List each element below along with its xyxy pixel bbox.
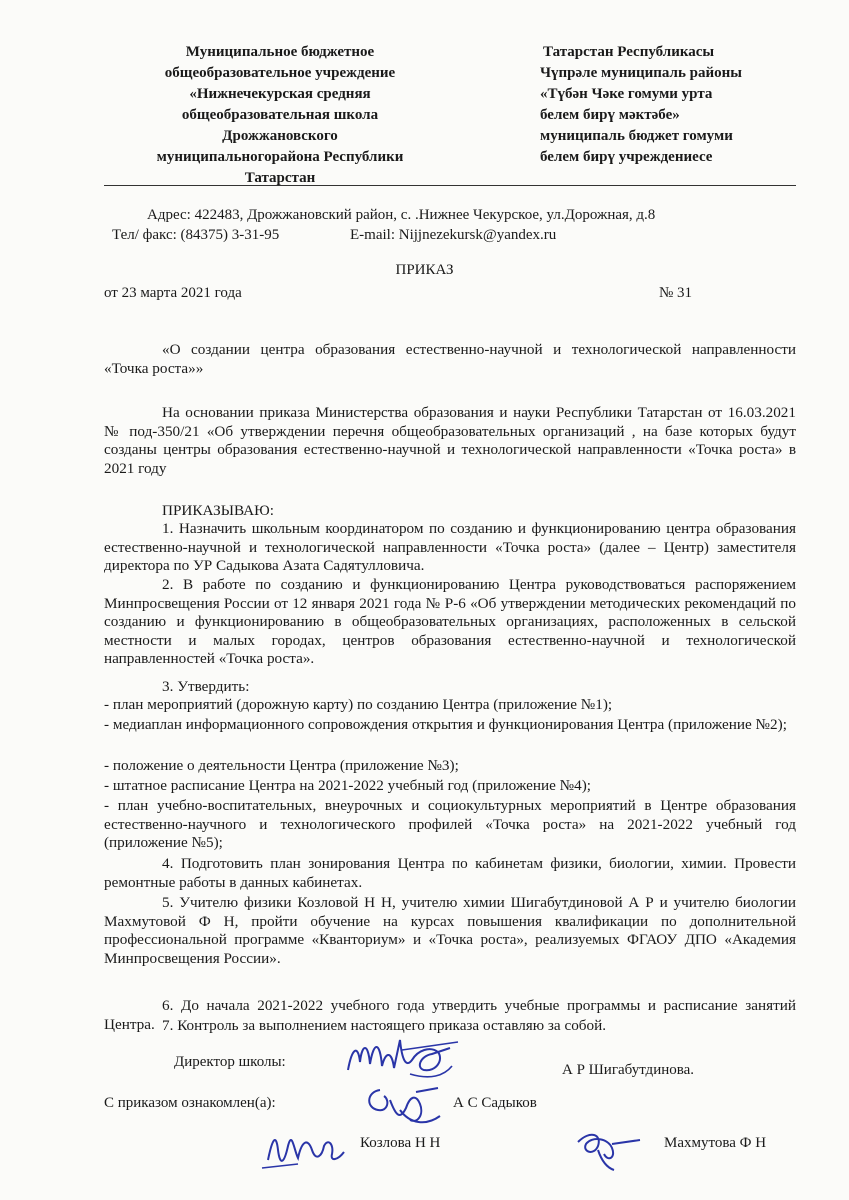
header-divider — [104, 185, 796, 186]
makhmutova-signature — [568, 1122, 648, 1172]
header-right-line: «Түбән Чәке гомуми урта — [540, 86, 713, 102]
header-left-line: муниципальногорайона Республики — [156, 149, 404, 165]
order-item-3-bullet: - штатное расписание Центра на 2021-2022 учебный год (приложение №4); — [104, 777, 592, 794]
header-right-line: белем бирү мәктәбе» — [540, 107, 680, 123]
order-item-3-heading: 3. Утвердить: — [162, 678, 250, 695]
header-left-line: Татарстан — [244, 170, 316, 186]
kozlova-signature — [258, 1120, 348, 1175]
order-item-4: 4. Подготовить план зонирования Центра по кабинетам физики, биологии, химии. Провести ремонтные работы в данных кабинетах. — [104, 855, 796, 891]
header-left-line: общеобразовательное учреждение — [164, 65, 396, 81]
header-left-line: Муниципальное бюджетное — [185, 44, 375, 60]
document-title: ПРИКАЗ — [395, 262, 454, 278]
acknowledger-kozlova: Козлова Н Н — [360, 1135, 441, 1151]
header-left-line: Дрожжановского — [222, 128, 338, 144]
order-item-6: 6. До начала 2021-2022 учебного года утвердить учебные программы и расписание занятий Центра. — [104, 997, 796, 1033]
email-line: E-mail: Nijjnezekursk@yandex.ru — [350, 227, 557, 243]
header-right-line: Татарстан Республикасы — [543, 44, 715, 60]
order-basis: На основании приказа Министерства образования и науки Республики Татарстан от 16.03.2021 № под-350/21 «Об утверждении перечня общеобразовательных организаций , на базе которых будут созданы центры образования естественно-научной и технологической направленности «Точка роста» в 2021 году — [104, 404, 796, 477]
order-item-3-bullet: - план учебно-воспитательных, внеурочных и социокультурных мероприятий в Центре образования естественно-научного и технологического профилей «Точка роста» на 2021-2022 учебный год (приложение №5); — [104, 797, 796, 851]
order-number: № 31 — [659, 285, 693, 301]
header-left-line: «Нижнечекурская средняя — [189, 86, 371, 102]
order-item-5: 5. Учителю физики Козловой Н Н, учителю химии Шигабутдиновой А Р и учителю биологии Махмутовой Ф Н, пройти обучение на курсах повышения квалификации по дополнительной профессиональной программе «Кванториум» и «Точка роста», реализуемых ФГАОУ ДПО «Академия Минпросвещения России». — [104, 894, 796, 967]
header-right-line: Чүпрәле муниципаль районы — [540, 65, 742, 81]
header-left-line: общеобразовательная школа — [181, 107, 379, 123]
acknowledger-makhmutova: Махмутова Ф Н — [664, 1135, 767, 1151]
acknowledgment-label: С приказом ознакомлен(а): — [104, 1095, 276, 1111]
address-line: Адрес: 422483, Дрожжановский район, с. .Нижнее Чекурское, ул.Дорожная, д.8 — [147, 207, 656, 223]
order-item-7: 7. Контроль за выполнением настоящего приказа оставляю за собой. — [162, 1017, 607, 1034]
order-directive: ПРИКАЗЫВАЮ: — [162, 502, 274, 519]
order-item-3-bullet: - медиаплан информационного сопровождения открытия и функционирования Центра (приложение №2); — [104, 716, 787, 733]
director-label: Директор школы: — [174, 1054, 286, 1070]
header-right-line: муниципаль бюджет гомуми — [540, 128, 733, 144]
order-item-1: 1. Назначить школьным координатором по созданию и функционированию центра образования естественно-научной и технологической направленности «Точка роста» (далее – Центр) заместителя директора по УР Садыкова Азата Садятулловича. — [104, 520, 796, 574]
header-right-line: белем бирү учреждениесе — [540, 149, 713, 165]
phone-line: Тел/ факс: (84375) 3-31-95 — [112, 227, 280, 243]
order-item-3-bullet: - план мероприятий (дорожную карту) по созданию Центра (приложение №1); — [104, 696, 613, 713]
header-right-block — [540, 42, 820, 168]
director-name: А Р Шигабутдинова. — [562, 1062, 695, 1078]
header-left-block — [120, 42, 440, 189]
acknowledger-sadykov: А С Садыков — [453, 1095, 537, 1111]
order-subject: «О создании центра образования естественно-научной и технологической направленности «Точка роста»» — [104, 341, 796, 377]
sadykov-signature — [360, 1080, 450, 1130]
order-item-3-bullet: - положение о деятельности Центра (приложение №3); — [104, 757, 459, 774]
order-item-2: 2. В работе по созданию и функционированию Центра руководствоваться распоряжением Минпросвещения России от 12 января 2021 года № Р-6 «Об утверждении методических рекомендаций по созданию и функционированию в общеобразовательных организациях, расположенных в сельской местности и малых городах, центров образования естественно-научной и технологической направленностей «Точка роста». — [104, 576, 796, 667]
order-date: от 23 марта 2021 года — [104, 285, 242, 301]
